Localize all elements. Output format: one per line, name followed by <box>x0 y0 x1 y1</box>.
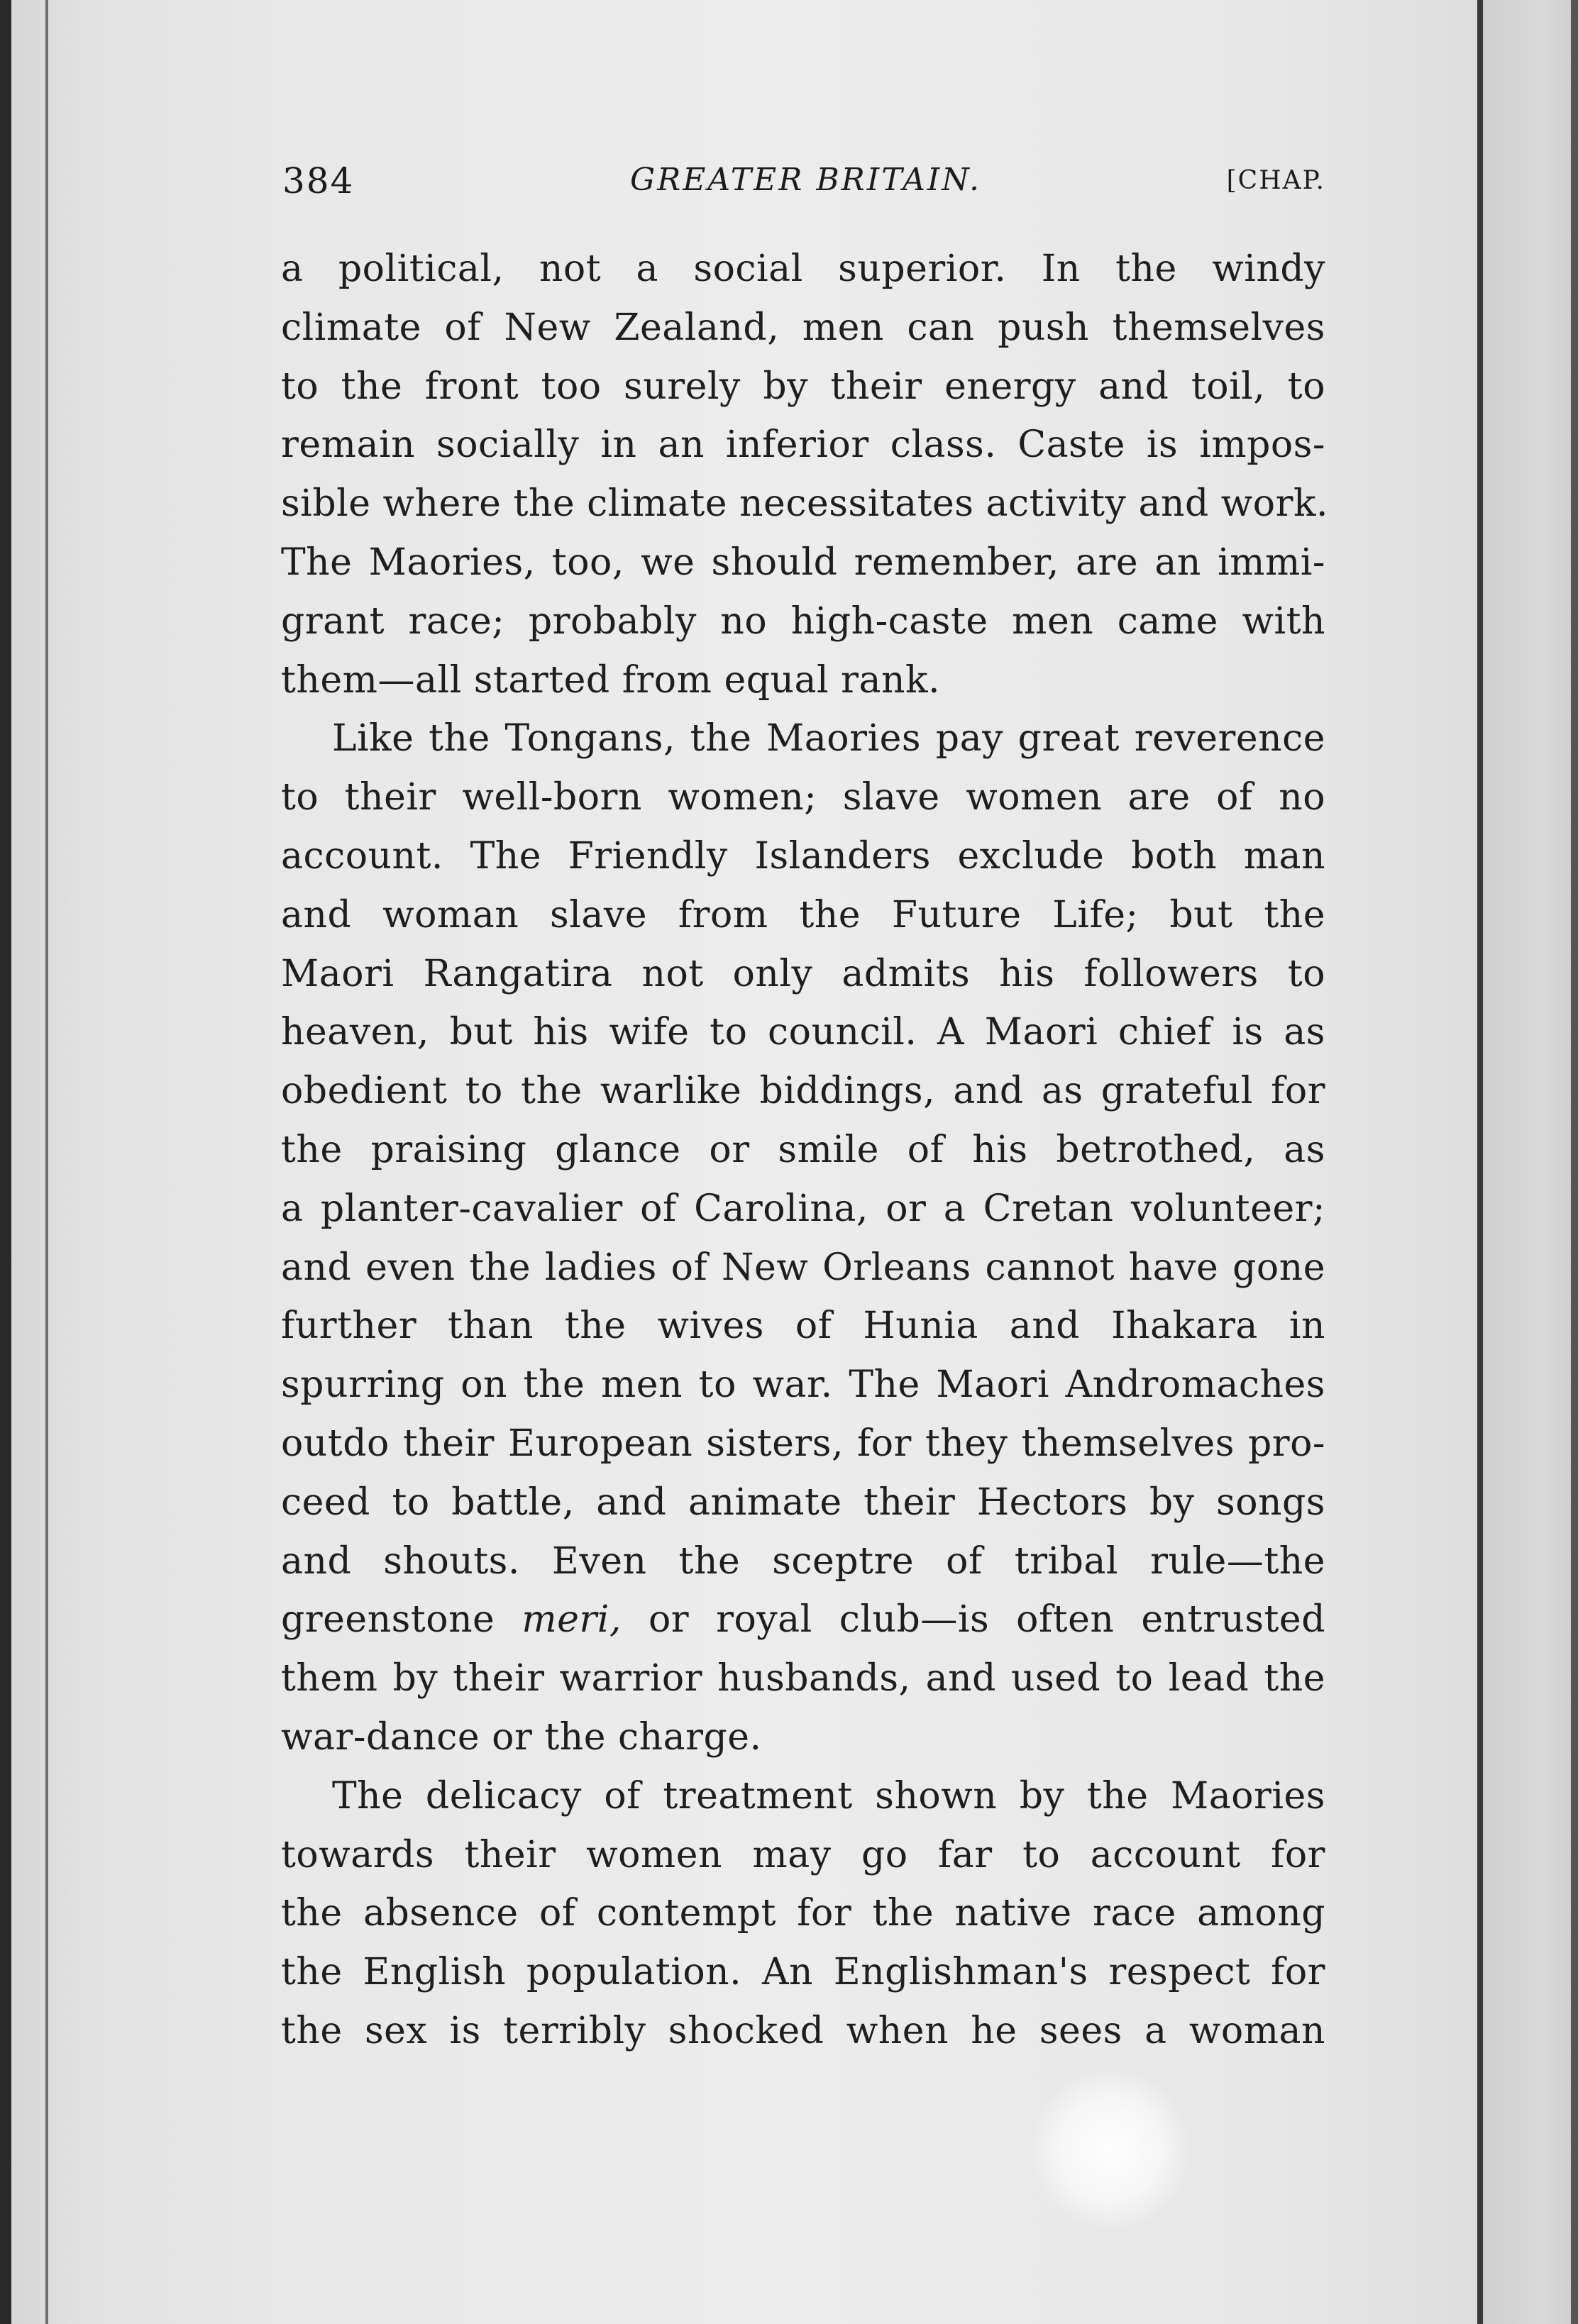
text-line: The delicacy of treatment shown by the Maories <box>332 1774 1325 1817</box>
text-line: the sex is terribly shocked when he sees a woman <box>281 2009 1325 2052</box>
text-line: the praising glance or smile of his betrothed, as <box>281 1128 1325 1171</box>
page-right-margin-strip <box>1483 0 1578 2324</box>
page-left-edge <box>0 0 11 2324</box>
text-line: and shouts. Even the sceptre of tribal rule—the <box>281 1539 1325 1583</box>
text-segment: greenstone <box>281 1598 495 1642</box>
text-line-with-italic <box>281 1590 1325 1649</box>
scan-smudge <box>1029 2071 1192 2228</box>
text-line: Maori Rangatira not only admits his followers to <box>281 952 1325 995</box>
text-line: The Maories, too, we should remember, are an immi- <box>281 541 1325 584</box>
text-line: grant race; probably no high-caste men came with <box>281 599 1325 643</box>
text-line: war-dance or the charge. <box>281 1715 762 1759</box>
text-line: outdo their European sisters, for they themselves pro- <box>281 1422 1325 1465</box>
paragraph-1 <box>281 240 1328 709</box>
text-line: heaven, but his wife to council. A Maori chief is as <box>281 1011 1325 1054</box>
text-line: Like the Tongans, the Maories pay great reverence <box>332 717 1325 760</box>
text-line: remain socially in an inferior class. Caste is impos- <box>281 424 1325 467</box>
text-line: further than the wives of Hunia and Ihakara in <box>281 1305 1325 1348</box>
text-segment: or royal club—is often entrusted <box>621 1598 1325 1642</box>
text-line: a planter-cavalier of Carolina, or a Cretan volunteer; <box>281 1187 1325 1230</box>
text-line: sible where the climate necessitates activity and work. <box>281 482 1328 526</box>
page-left-margin-line <box>45 0 48 2324</box>
page-right-outer-edge <box>1571 0 1578 2324</box>
text-line: and woman slave from the Future Life; but the <box>281 893 1325 936</box>
running-head: GREATER BRITAIN. <box>630 162 981 198</box>
page-right-edge-line <box>1477 0 1483 2324</box>
text-line: them—all started from equal rank. <box>281 658 941 702</box>
text-line: and even the ladies of New Orleans cannot have gone <box>281 1246 1325 1289</box>
text-line: a political, not a social superior. In the windy <box>281 248 1325 290</box>
text-line: to their well-born women; slave women are of no <box>281 776 1325 819</box>
italic-word-meri: meri, <box>522 1598 622 1642</box>
text-line: the English population. An Englishman's respect for <box>281 1951 1325 1994</box>
paragraph-3 <box>281 1767 1325 2061</box>
paragraph-2 <box>281 709 1325 1766</box>
text-line: climate of New Zealand, men can push themselves <box>281 306 1325 349</box>
text-line: obedient to the warlike biddings, and as grateful for <box>281 1070 1325 1113</box>
page-number: 384 <box>282 160 355 201</box>
chapter-mark: [CHAP. <box>1226 166 1325 195</box>
text-line: towards their women may go far to account for <box>281 1833 1325 1876</box>
text-line: to the front too surely by their energy and toil, to <box>281 365 1325 408</box>
page-header <box>282 157 1325 214</box>
text-line: spurring on the men to war. The Maori Andromaches <box>281 1363 1325 1407</box>
text-line: ceed to battle, and animate their Hectors by songs <box>281 1481 1325 1524</box>
text-line: account. The Friendly Islanders exclude both man <box>281 834 1325 878</box>
text-line: them by their warrior husbands, and used to lead the <box>281 1657 1325 1700</box>
text-line: the absence of contempt for the native race among <box>281 1892 1325 1935</box>
body-text <box>281 240 1328 2061</box>
